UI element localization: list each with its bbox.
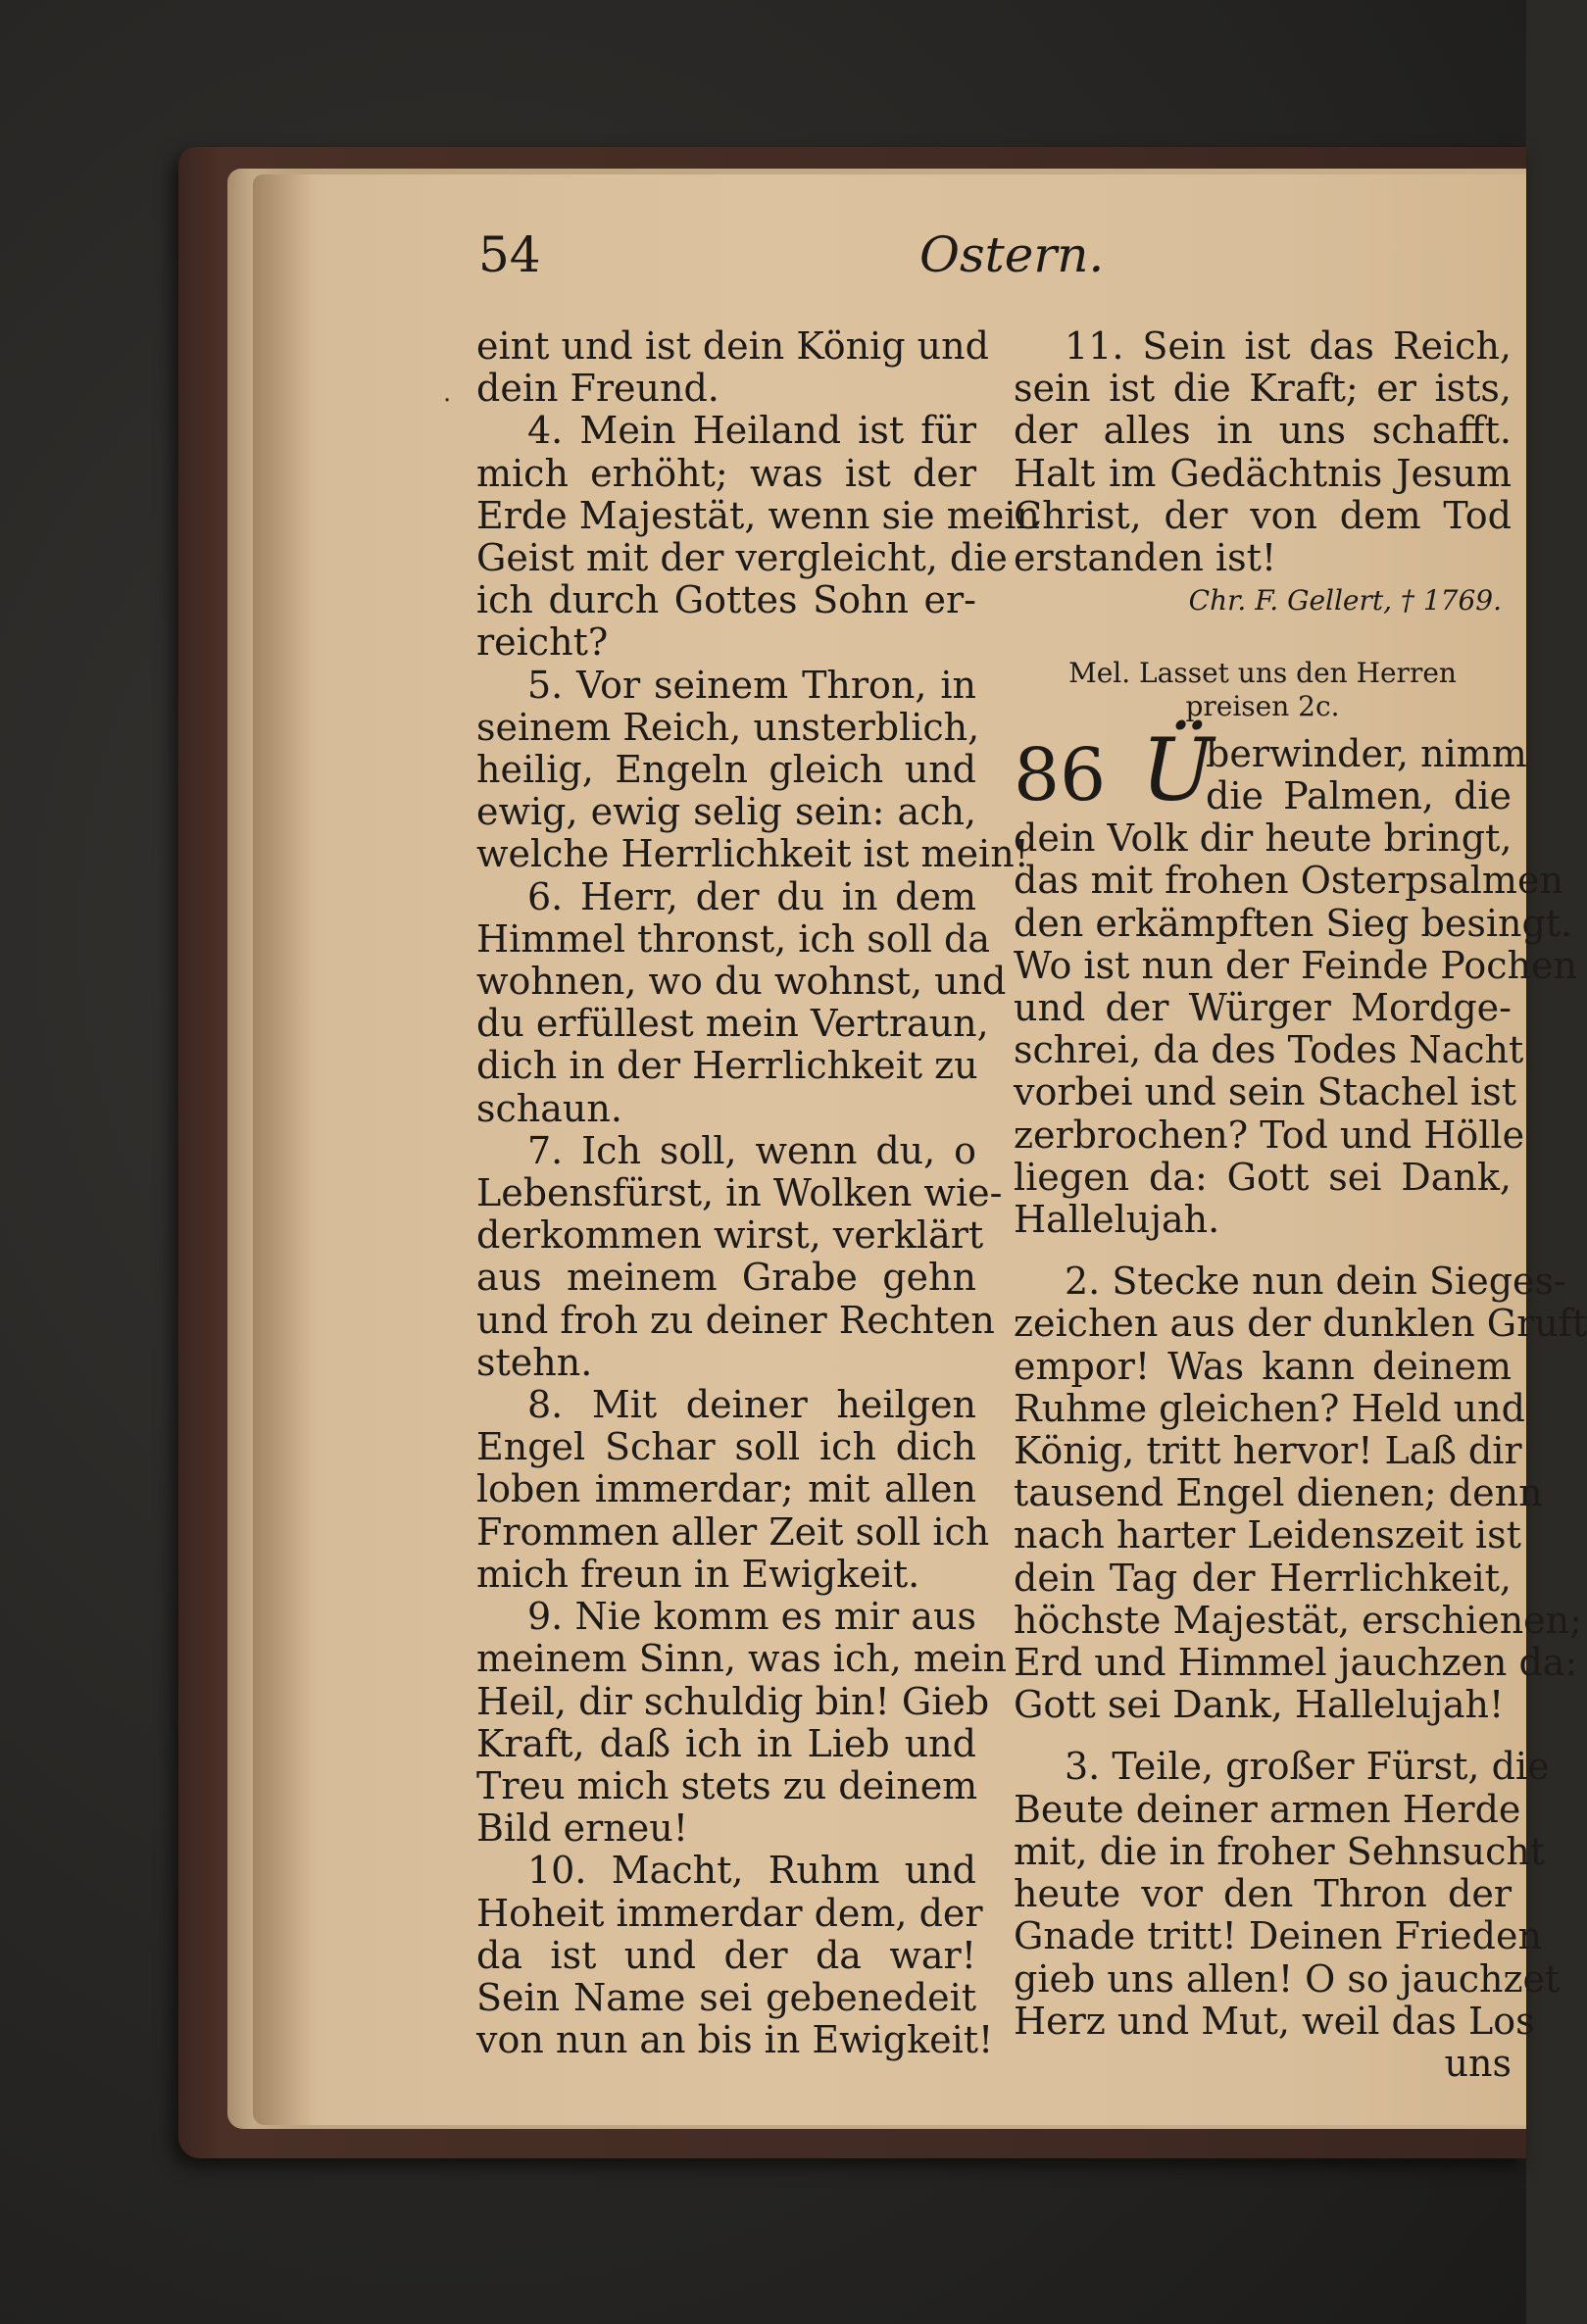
melody-note	[1014, 657, 1512, 723]
verse-start: 2. Stecke nun dein Sieges-	[1065, 1260, 1566, 1304]
verse-start: 4. Mein Heiland ist für	[527, 409, 976, 453]
text-line: Wo ist nun der Feinde Pochen	[1014, 943, 1577, 987]
text-line: der alles in uns schafft.	[1014, 409, 1512, 453]
text-line: meinem Sinn, was ich, mein	[476, 1637, 1008, 1681]
text-line: du erfüllest mein Vertraun,	[476, 1002, 989, 1046]
melody-line: Mel. Lasset uns den Herren	[1068, 657, 1457, 690]
text-line: stehn.	[476, 1340, 593, 1384]
verse-start: 5. Vor seinem Thron, in	[527, 663, 976, 707]
text-line: zerbrochen? Tod und Hölle	[1014, 1113, 1525, 1157]
text-line: Hoheit immerdar dem, der	[476, 1891, 983, 1935]
text-line: Heil, dir schuldig bin! Gieb	[476, 1679, 990, 1723]
text-line: reicht?	[476, 620, 609, 665]
text-line: sein ist die Kraft; er ists,	[1014, 367, 1512, 411]
hymn-heading	[1014, 719, 1527, 821]
text-line: schaun.	[476, 1086, 622, 1130]
text-line: Geist mit der vergleicht, die	[476, 536, 1008, 580]
text-line: Lebensfürst, in Wolken wie-	[476, 1171, 1003, 1215]
text-line: Kraft, daß ich in Lieb und	[476, 1721, 976, 1765]
text-line: mich erhöht; was ist der	[476, 451, 976, 495]
text-line: Gnade tritt! Deinen Frieden	[1014, 1914, 1542, 1958]
text-line: Gott sei Dank, Hallelujah!	[1014, 1683, 1505, 1727]
verse-start: 8. Mit deiner heilgen	[527, 1383, 976, 1427]
text-line: das mit frohen Osterpsalmen	[1014, 859, 1563, 903]
text-line: von nun an bis in Ewigkeit!	[476, 2018, 994, 2062]
text-line: aus meinem Grabe gehn	[476, 1256, 976, 1300]
text-line: König, tritt hervor! Laß dir	[1014, 1429, 1522, 1473]
text-line	[1206, 775, 1512, 817]
text-line: Beute deiner armen Herde	[1014, 1787, 1521, 1831]
verse-start: 10. Macht, Ruhm und	[527, 1849, 976, 1893]
text-line: mit, die in froher Sehnsucht	[1014, 1829, 1546, 1873]
text-line: dich in der Herrlichkeit zu	[476, 1044, 978, 1088]
text-line: liegen da: Gott sei Dank,	[1014, 1155, 1512, 1199]
text-line: derkommen wirst, verklärt	[476, 1213, 984, 1258]
verse-start: 3. Teile, großer Fürst, die	[1065, 1745, 1550, 1789]
text-line: heilig, Engeln gleich und	[476, 748, 976, 792]
text-line: Frommen aller Zeit soll ich	[476, 1509, 990, 1554]
text-line: Treu mich stets zu deinem	[476, 1763, 978, 1807]
drop-cap: Ü	[1141, 719, 1215, 821]
text-line: empor! Was kann deinem	[1014, 1344, 1512, 1388]
text-line: dein Tag der Herrlichkeit,	[1014, 1556, 1512, 1600]
text-line: da ist und der da war!	[476, 1933, 976, 1977]
right-column	[1014, 324, 1587, 2085]
text-line: gieb uns allen! O so jauchzet	[1014, 1956, 1561, 2001]
text-line: eint und ist dein König und	[476, 324, 989, 368]
text-line: Engel Schar soll ich dich	[476, 1425, 976, 1469]
melody-line: preisen 2c.	[1185, 690, 1340, 723]
text-line: Erde Majestät, wenn sie mein	[476, 493, 1040, 537]
text-line: ewig, ewig selig sein: ach,	[476, 790, 976, 834]
text-line: nach harter Leidenszeit ist	[1014, 1513, 1521, 1558]
page-title: Ostern.	[919, 226, 1105, 283]
text-line: heute vor den Thron der	[1014, 1872, 1512, 1916]
gutter-shadow	[253, 174, 312, 2125]
verse-start: 6. Herr, der du in dem	[527, 874, 976, 918]
text-line: loben immerdar; mit allen	[476, 1467, 976, 1511]
text-line: wohnen, wo du wohnst, und	[476, 960, 1007, 1004]
verse-gap	[1014, 1726, 1512, 1746]
text-line: Herz und Mut, weil das Los	[1014, 1999, 1535, 2043]
verse-gap	[1014, 1241, 1512, 1261]
text-line: Sein Name sei gebenedeit	[476, 1975, 976, 2019]
text-line: den erkämpften Sieg besingt.	[1014, 901, 1573, 945]
text-line: zeichen aus der dunklen Gruft	[1014, 1302, 1587, 1346]
text-line	[1206, 732, 1527, 776]
hymn-number: 86	[1014, 733, 1107, 818]
catchword: uns	[1444, 2041, 1512, 2085]
text-line: die Palmen, die	[1206, 774, 1512, 818]
text-line: Bild erneu!	[476, 1806, 688, 1851]
text-line: seinem Reich, unsterblich,	[476, 705, 980, 749]
page-number: 54	[478, 226, 541, 283]
text-line: dein Freund.	[476, 367, 719, 411]
text-line: Himmel thronst, ich soll da	[476, 916, 991, 961]
text-line: Christ, der von dem Tod	[1014, 493, 1512, 537]
text-line: schrei, da des Todes Nacht	[1014, 1028, 1524, 1072]
margin-dot: ·	[443, 386, 452, 416]
verse-start: 7. Ich soll, wenn du, o	[527, 1128, 976, 1172]
text-line: vorbei und sein Stachel ist	[1014, 1070, 1516, 1114]
text-line: dein Volk dir heute bringt,	[1014, 816, 1513, 861]
verse-start: 9. Nie komm es mir aus	[527, 1595, 976, 1639]
text-line: Hallelujah.	[1014, 1198, 1220, 1242]
text-line: tausend Engel dienen; denn	[1014, 1471, 1543, 1515]
text-line: welche Herrlichkeit ist mein!	[476, 832, 1029, 876]
text-line: ich durch Gottes Sohn er-	[476, 578, 976, 622]
text-line: erstanden ist!	[1014, 536, 1277, 580]
text-line: Halt im Gedächtnis Jesum	[1014, 451, 1512, 495]
text-line: Erd und Himmel jauchzen da:	[1014, 1641, 1578, 1685]
text-line: und der Würger Mordge-	[1014, 986, 1512, 1030]
text-line: höchste Majestät, erschienen;	[1014, 1598, 1582, 1642]
hymn-attribution: Chr. F. Gellert, † 1769.	[1188, 584, 1502, 618]
text-line: mich freun in Ewigkeit.	[476, 1552, 920, 1596]
left-column	[476, 324, 1040, 2062]
text-line: Ruhme gleichen? Held und	[1014, 1386, 1525, 1430]
verse-start: 11. Sein ist das Reich,	[1065, 324, 1512, 368]
text-line: berwinder, nimm	[1206, 732, 1527, 776]
text-line: und froh zu deiner Rechten	[476, 1298, 995, 1342]
